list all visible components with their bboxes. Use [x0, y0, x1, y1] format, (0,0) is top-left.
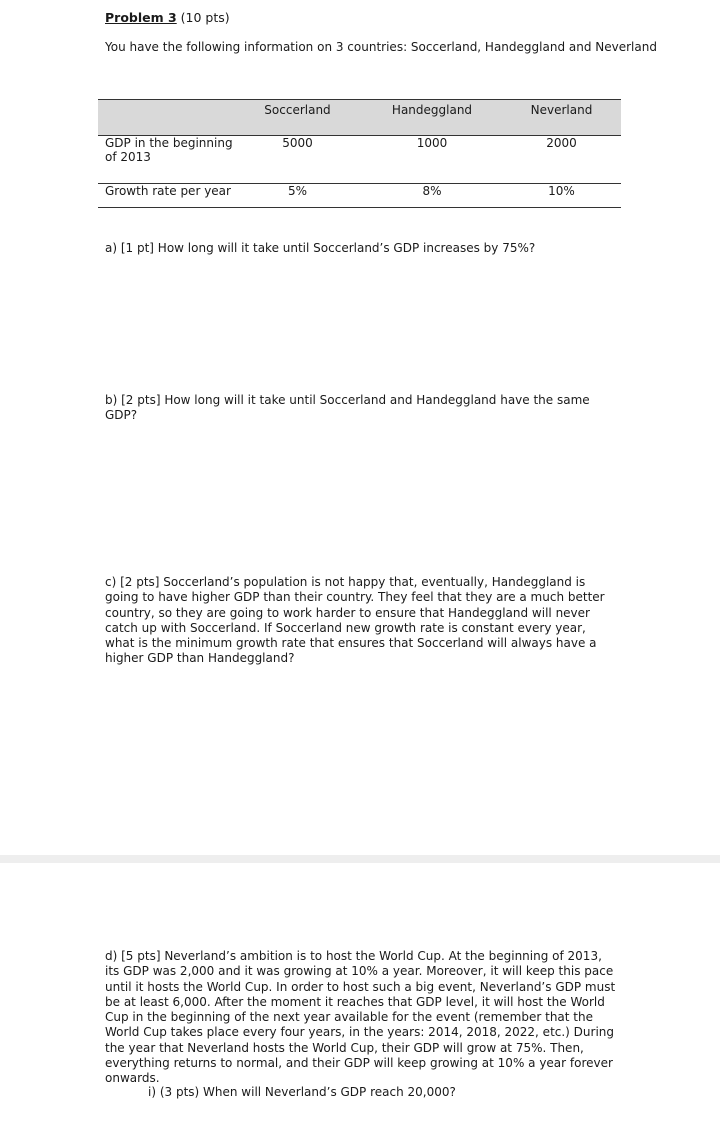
- row-label-gdp: GDP in the beginning of 2013: [98, 136, 233, 184]
- countries-table: [98, 99, 621, 208]
- cell-growth-soccerland: 5%: [233, 184, 362, 208]
- table-row: [98, 184, 621, 208]
- table-header-handeggland: Handeggland: [362, 100, 502, 136]
- cell-gdp-neverland: 2000: [502, 136, 621, 184]
- problem-intro: You have the following information on 3 countries: Soccerland, Handeggland and Neverland: [105, 40, 657, 54]
- question-a: a) [1 pt] How long will it take until Soccerland’s GDP increases by 75%?: [105, 241, 536, 255]
- table-header-row: [98, 100, 621, 136]
- question-c: c) [2 pts] Soccerland’s population is not happy that, eventually, Handeggland is going to have higher GDP than their country. They feel that they are a much better country, so they are going to work harder to ensure that Handeggland will never catch up with Soccerland. If Soccerland new growth rate is constant every year, what is the minimum growth rate that ensures that Soccerland will always have a higher GDP than Handeggland?: [105, 575, 605, 666]
- question-b: b) [2 pts] How long will it take until Soccerland and Handeggland have the same GDP?: [105, 393, 590, 423]
- problem-points: (10 pts): [176, 10, 230, 25]
- table-row: [98, 136, 621, 184]
- cell-growth-handeggland: 8%: [362, 184, 502, 208]
- cell-gdp-soccerland: 5000: [233, 136, 362, 184]
- table-header-neverland: Neverland: [502, 100, 621, 136]
- table-header-empty: [98, 100, 233, 136]
- page-divider: [0, 855, 720, 863]
- cell-growth-neverland: 10%: [502, 184, 621, 208]
- problem-title: [105, 10, 230, 25]
- table-header-soccerland: Soccerland: [233, 100, 362, 136]
- question-d-i: i) (3 pts) When will Neverland’s GDP reach 20,000?: [148, 1085, 456, 1099]
- row-label-growth: Growth rate per year: [98, 184, 233, 208]
- cell-gdp-handeggland: 1000: [362, 136, 502, 184]
- question-d: d) [5 pts] Neverland’s ambition is to host the World Cup. At the beginning of 2013, its GDP was 2,000 and it was growing at 10% a year. Moreover, it will keep this pace until it hosts the World Cup. In order to host such a big event, Neverland’s GDP must be at least 6,000. After the moment it reaches that GDP level, it will host the World Cup in the beginning of the next year available for the event (remember that the World Cup takes place every four years, in the years: 2014, 2018, 2022, etc.) During the year that Neverland hosts the World Cup, their GDP will grow at 75%. Then, everything returns to normal, and their GDP will keep growing at 10% a year forever onwards.: [105, 949, 616, 1086]
- problem-heading: Problem 3: [105, 10, 177, 25]
